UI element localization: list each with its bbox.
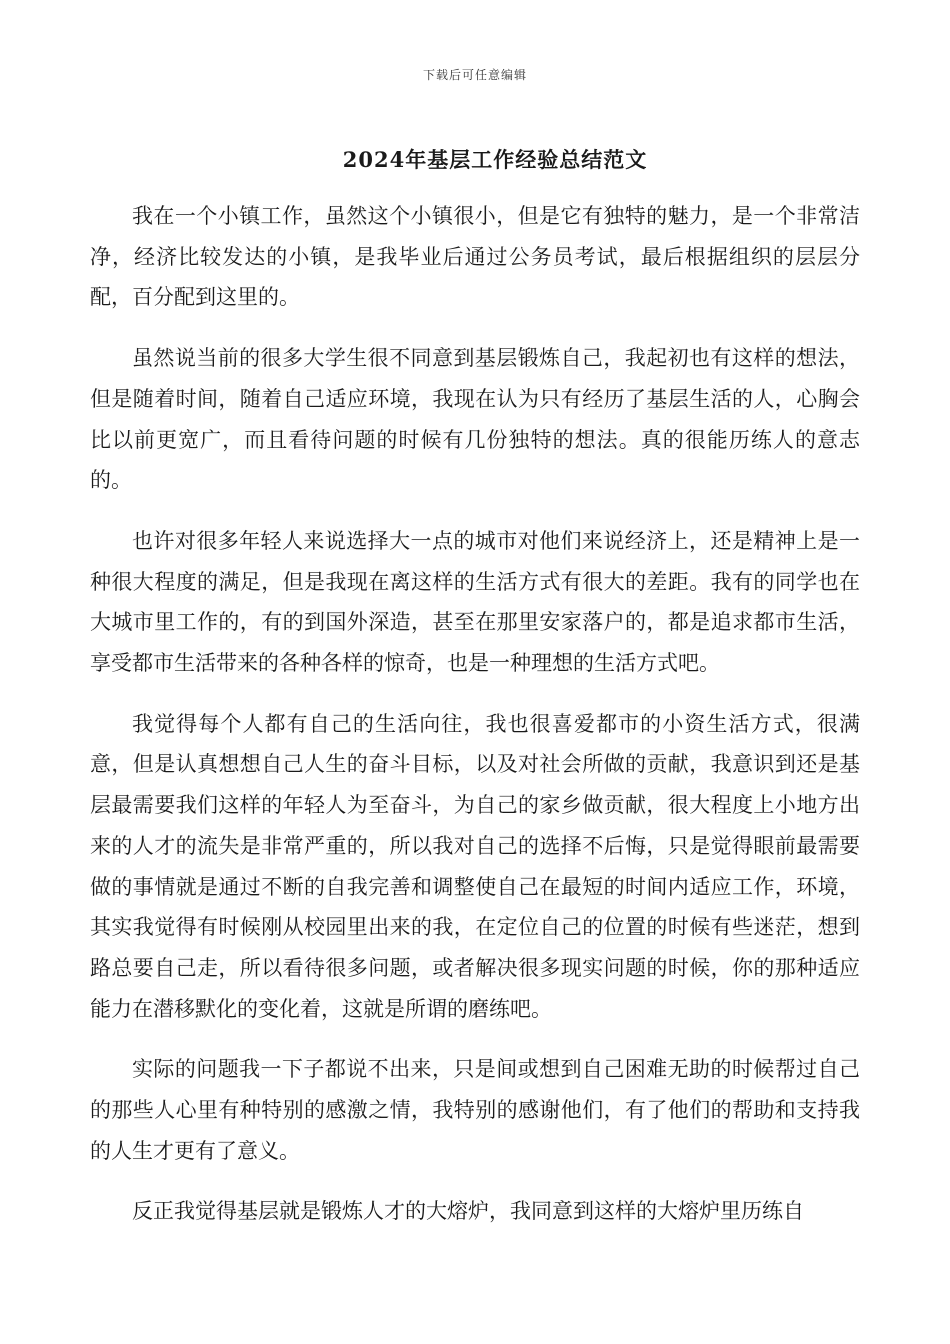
paragraph-6: 反正我觉得基层就是锻炼人才的大熔炉，我同意到这样的大熔炉里历练自 [132,1199,804,1224]
paragraph-4: 我觉得每个人都有自己的生活向往，我也很喜爱都市的小资生活方式，很满意，但是认真想想自己人生的奋斗目标，以及对社会所做的贡献，我意识到还是基层最需要我们这样的年轻人为至奋斗，为自己的家乡做贡献，很大程度上小地方出来的人才的流失是非常严重的，所以我对自己的选择不后悔，只是觉得眼前最需要做的事情就是通过不断的自我完善和调整使自己在最短的时间内适应工作，环境，其实我觉得有时候刚从校园里出来的我，在定位自己的位置的时候有些迷茫，想到路总要自己走，所以看待很多问题，或者解决很多现实问题的时候，你的那种适应能力在潜移默化的变化着，这就是所谓的磨练吧。 [90,711,860,1021]
header-note: 下载后可任意编辑 [422,68,527,82]
paragraph-2: 虽然说当前的很多大学生很不同意到基层锻炼自己，我起初也有这样的想法，但是随着时间，随着自己适应环境，我现在认为只有经历了基层生活的人，心胸会比以前更宽广，而且看待问题的时候有几份独特的想法。真的很能历练人的意志的。 [90,346,860,493]
paragraph-1: 我在一个小镇工作，虽然这个小镇很小，但是它有独特的魅力，是一个非常洁净，经济比较发达的小镇，是我毕业后通过公务员考试，最后根据组织的层层分配，百分配到这里的。 [90,204,860,310]
paragraph-5: 实际的问题我一下子都说不出来，只是间或想到自己困难无助的时候帮过自己的那些人心里有种特别的感激之情，我特别的感谢他们，有了他们的帮助和支持我的人生才更有了意义。 [90,1057,860,1163]
document-title: 2024年基层工作经验总结范文 [342,147,648,172]
paragraph-3: 也许对很多年轻人来说选择大一点的城市对他们来说经济上，还是精神上是一种很大程度的满足，但是我现在离这样的生活方式有很大的差距。我有的同学也在大城市里工作的，有的到国外深造，甚至在那里安家落户的，都是追求都市生活，享受都市生活带来的各种各样的惊奇，也是一种理想的生活方式吧。 [90,528,860,676]
document-body [90,196,860,1252]
